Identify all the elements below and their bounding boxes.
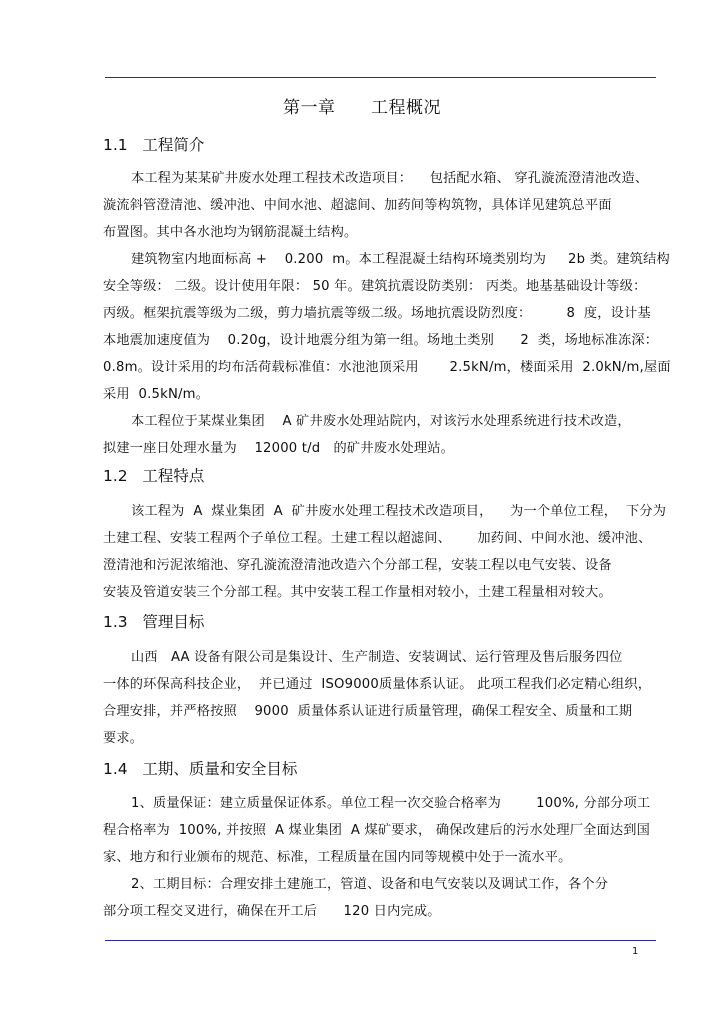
paragraph-line: 2、工期目标：合理安排土建施工，管道、设备和电气安装以及调试工作，各个分 [131,877,609,892]
paragraph-line: 家、地方和行业颁布的规范、标准，工程质量在国内同等规模中处于一流水平。 [103,850,572,865]
paragraph-line: 采用 0.5kN/m。 [103,387,210,402]
paragraph-line: 布置图。其中各水池均为钢筋混凝土结构。 [103,225,358,240]
paragraph-line: 本工程为某某矿井废水处理工程技术改造项目： 包括配水箱、 穿孔漩流澄清池改造、 [131,171,649,186]
section-heading-1-2: 1.2 工程特点 [103,467,205,485]
paragraph-line: 一体的环保高科技企业， 并已通过 ISO9000质量体系认证。 此项工程我们必定精心组织， [103,677,652,692]
section-heading-1-3: 1.3 管理目标 [103,613,205,631]
page-number: 1 [632,946,639,957]
paragraph-line: 部分项工程交叉进行，确保在开工后 120 日内完成。 [103,904,441,919]
paragraph-line: 漩流斜管澄清池、缓冲池、中间水池、超滤间、加药间等构筑物，具体详见建筑总平面 [103,198,612,213]
paragraph-line: 建筑物室内地面标高 + 0.200 m。本工程混凝土结构环境类别均为 2b 类。建筑结构 [131,252,670,267]
section-heading-1-1: 1.1 工程简介 [103,136,205,154]
paragraph-line: 安装及管道安装三个分部工程。其中安装工程工作量相对较小，土建工程量相对较大。 [103,585,612,600]
paragraph-line: 澄清池和污泥浓缩池、穿孔漩流澄清池改造六个分部工程，安装工程以电气安装、设备 [103,558,612,573]
paragraph-line: 合理安排，并严格按照 9000 质量体系认证进行质量管理，确保工程安全、质量和工期 [103,704,633,719]
footer-rule [105,940,656,941]
paragraph-line: 安全等级： 二级。设计使用年限： 50 年。建筑抗震设防类别： 丙类。地基基础设计等级： [103,279,647,294]
paragraph-line: 要求。 [103,731,144,746]
paragraph-line: 土建工程、安装工程两个子单位工程。土建工程以超滤间、 加药间、中间水池、缓冲池、 [103,531,652,546]
paragraph-line: 丙级。框架抗震等级为二级，剪力墙抗震等级二级。场地抗震设防烈度： 8 度，设计基 [103,306,651,321]
paragraph-line: 1、质量保证：建立质量保证体系。单位工程一次交验合格率为 100%, 分部分项工 [131,796,651,811]
paragraph-line: 本工程位于某煤业集团 A 矿井废水处理站院内，对该污水处理系统进行技术改造， [131,414,631,429]
paragraph-line: 山西 AA 设备有限公司是集设计、生产制造、安装调试、运行管理及售后服务四位 [131,650,623,665]
paragraph-line: 该工程为 A 煤业集团 A 矿井废水处理工程技术改造项目， 为一个单位工程， 下分为 [131,504,667,519]
paragraph-line: 拟建一座日处理水量为 12000 t/d 的矿井废水处理站。 [103,441,455,456]
section-heading-1-4: 1.4 工期、质量和安全目标 [103,760,298,778]
chapter-title: 第一章 工程概况 [283,98,441,118]
paragraph-line: 本地震加速度值为 0.20g，设计地震分组为第一组。场地土类别 2 类，场地标准冻深： [103,333,659,348]
paragraph-line: 程合格率为 100%, 并按照 A 煤业集团 A 煤矿要求， 确保改建后的污水处理厂全面达到国 [103,823,651,838]
paragraph-line: 0.8m。设计采用的均布活荷载标准值：水池池顶采用 2.5kN/m，楼面采用 2.0kN/m,屋面 [103,360,671,375]
header-rule [105,77,656,78]
